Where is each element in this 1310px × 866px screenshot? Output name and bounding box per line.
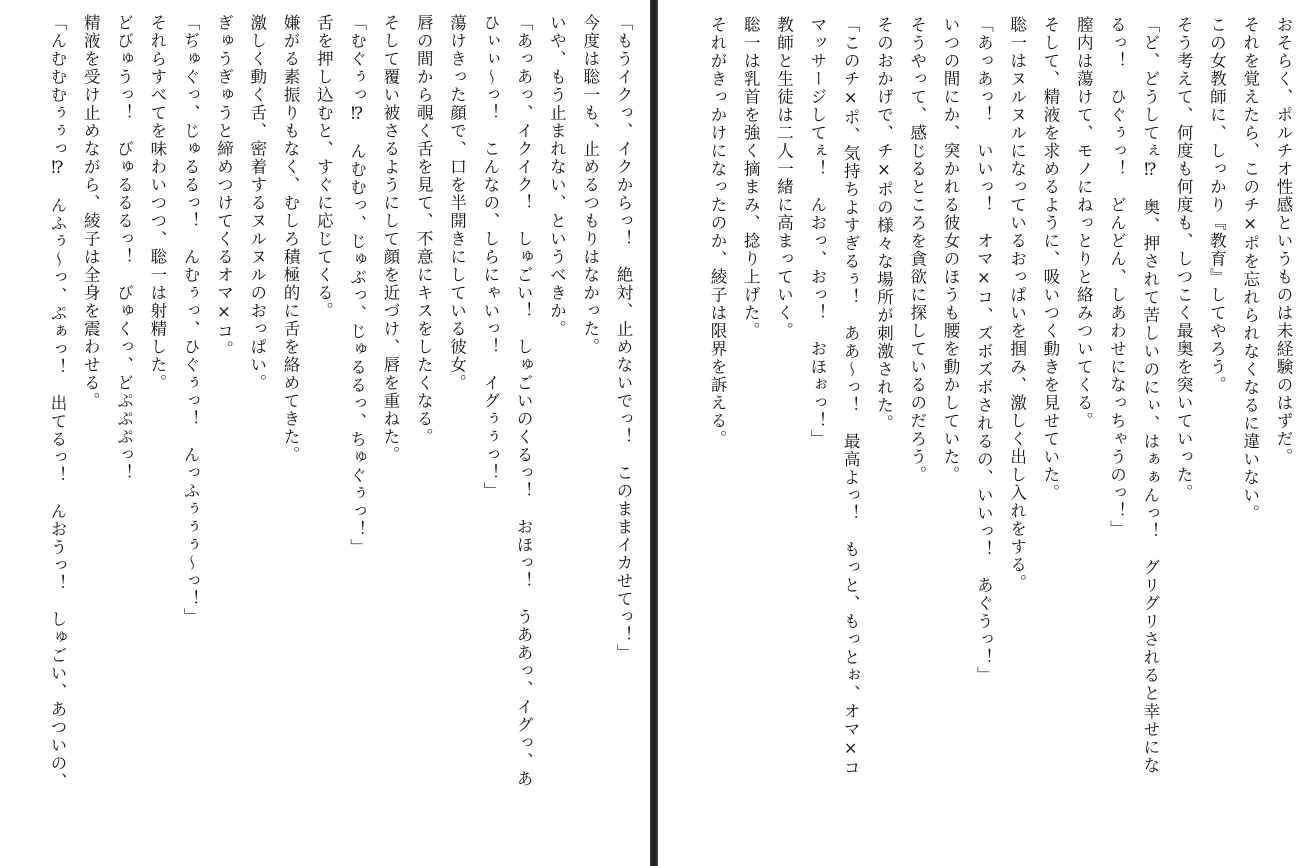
text-line: 膣内は蕩けて、モノにねっとりと絡みついてくる。: [1074, 16, 1094, 430]
page-gutter: [650, 0, 658, 866]
text-line: 「このチ×ポ、気持ちよすぎるぅ！ ああ～っ！ 最高よっ！ もっと、もっとぉ、オマ×コ: [841, 16, 861, 777]
text-line: るっ！ ひぐぅっ！ どんどん、しあわせになっちゃうのっ！」: [1107, 16, 1127, 538]
right-page-text: [701, 0, 1300, 866]
text-line: 蕩けきった顔で、口を半開きにしている彼女。: [447, 14, 467, 392]
text-line: いつの間にか、突かれる彼女のほうも腰を動かしていた。: [941, 16, 961, 484]
text-line: いや、もう止まれない、というべきか。: [547, 14, 567, 338]
text-line: この女教師に、しっかり『教育』してやろう。: [1207, 16, 1227, 394]
text-line: そうやって、感じるところを貪欲に探しているのだろう。: [907, 16, 927, 484]
text-line: 聡一は乳首を強く摘まみ、捻り上げた。: [741, 16, 761, 340]
text-line: そう考えて、何度も何度も、しつこく最奥を突いていった。: [1174, 16, 1194, 502]
text-line: 「んむむむぅぅっ⁉ んふぅ～っ、ぷぁっ！ 出てるっ！ んおうっ！ しゅごい、あついの、: [47, 14, 67, 791]
text-line: 激しく動く舌、密着するヌルヌルのおっぱい。: [247, 14, 267, 392]
text-line: 唇の間から覗く舌を見て、不意にキスをしたくなる。: [414, 14, 434, 446]
text-line: そのおかげで、チ×ポの様々な場所が刺激された。: [874, 16, 894, 433]
text-line: ひぃぃ～っ！ こんなの、しらにゃいっ！ イグぅぅっ！」: [480, 14, 500, 500]
text-line: おそらく、ポルチオ性感というものは未経験のはずだ。: [1274, 16, 1293, 466]
text-line: 舌を押し込むと、すぐに応じてくる。: [314, 14, 334, 320]
left-page-text: [41, 0, 640, 866]
text-line: どびゅうっ！ びゅるるるっ！ びゅくっ、どぷぷぷっ！: [114, 14, 134, 482]
left-page: [0, 0, 650, 866]
text-line: そして、精液を求めるように、吸いつく動きを見せていた。: [1040, 16, 1060, 502]
text-line: 聡一はヌルヌルになっているおっぱいを掴み、激しく出し入れをする。: [1007, 16, 1027, 592]
text-line: それがきっかけになったのか、綾子は限界を訴える。: [707, 16, 727, 448]
text-line: 「ぢゅぐっ、じゅるるっ！ んむぅっ、ひぐぅっ！ んっふぅぅぅ～っ！」: [181, 14, 201, 626]
text-line: 「ど、どうしてぇ⁉ 奥、押されて苦しいのにぃ、はぁぁんっ！ グリグリされると幸せにな: [1140, 16, 1160, 775]
right-page: [658, 0, 1310, 866]
text-line: それを覚えたら、このチ×ポを忘れられなくなるに違いない。: [1240, 16, 1260, 523]
text-line: 「あっあっ、イクイク！ しゅごい！ しゅごいのくるっ！ おほっ！ うああっ、イグっ、あ: [514, 14, 534, 788]
text-line: 精液を受け止めながら、綾子は全身を震わせる。: [81, 14, 101, 410]
text-line: そして覆い被さるようにして顔を近づけ、唇を重ねた。: [380, 14, 400, 464]
text-line: 「もうイクっ、イクからっ！ 絶対、止めないでっ！ このままイカせてっ！」: [614, 14, 633, 662]
text-line: 今度は聡一も、止めるつもりはなかった。: [580, 14, 600, 356]
text-line: ぎゅうぎゅうと締めつけてくるオマ×コ。: [214, 14, 234, 359]
text-line: 「むぐぅっ⁉ んむむっ、じゅぶっ、じゅるるっ、ちゅぐぅっ！」: [347, 14, 367, 557]
text-line: 教師と生徒は二人一緒に高まっていく。: [774, 16, 794, 340]
text-line: それらすべてを味わいつつ、聡一は射精した。: [147, 14, 167, 392]
text-line: 「あっあっ！ いいっ！ オマ×コ、ズボズボされるの、いいっ！ あぐうっ！」: [974, 16, 994, 685]
text-line: マッサージしてぇ！ んおっ、おっ！ おほぉっ！」: [807, 16, 827, 448]
text-line: 嫌がる素振りもなく、むしろ積極的に舌を絡めてきた。: [281, 14, 301, 464]
